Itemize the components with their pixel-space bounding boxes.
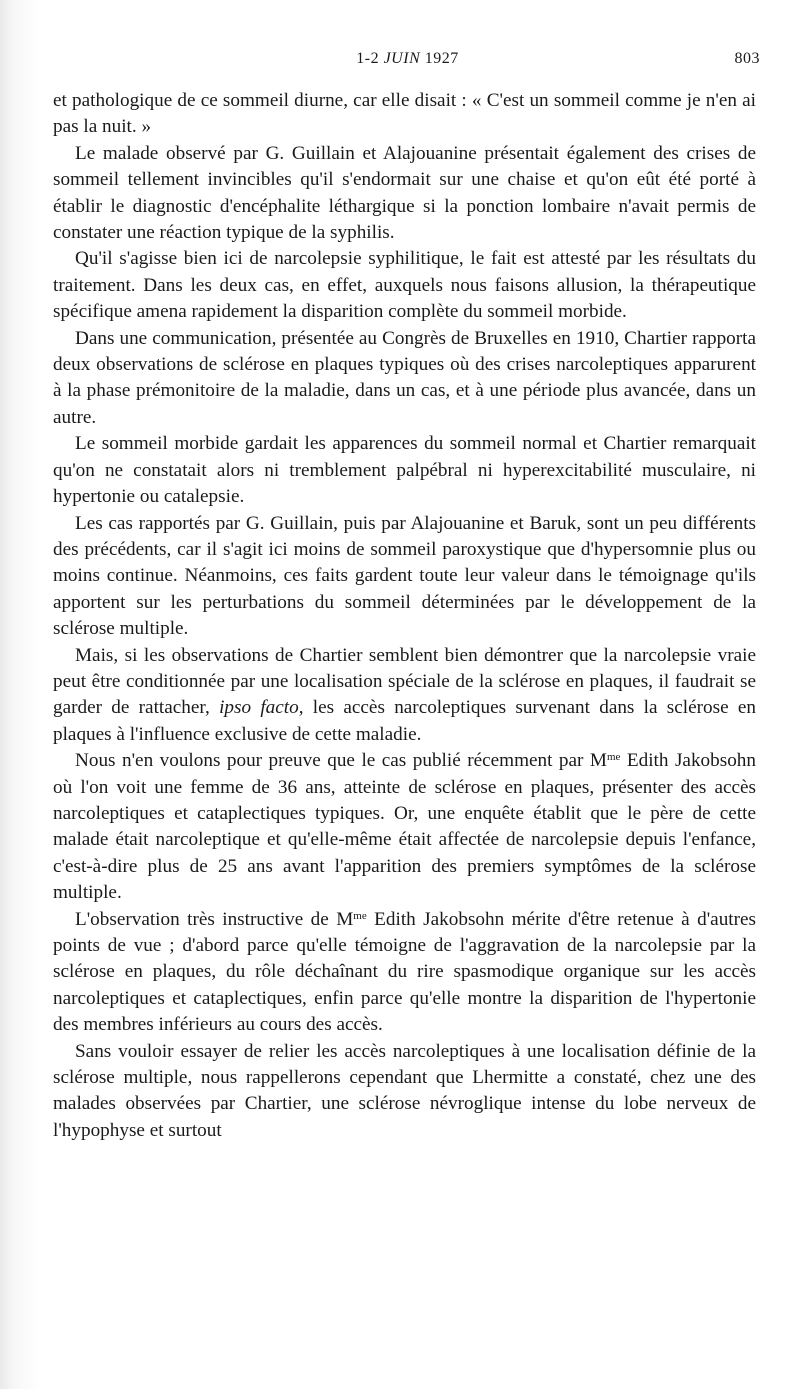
paragraph-5: Le sommeil morbide gardait les apparences du sommeil normal et Chartier remarquait qu'on ne constatait alors ni tremblement palpébral ni hyperexcitabilité musculaire, ni hypertonie ou catalepsie. [53,433,756,508]
header-date [55,50,760,68]
header-month: JUIN [383,50,421,67]
page-number: 803 [734,50,760,67]
body-text [53,88,756,1144]
paragraph-2: Le malade observé par G. Guillain et Alajouanine présentait également des crises de sommeil tellement invincibles qu'il s'endormait sur une chaise et qu'on eût été porté à établir le diagnostic d'encéphalite léthargique si la ponction lombaire n'avait permis de constater une réaction typique de la syphilis. [53,142,756,244]
paragraph-9-text-b: Edith Jakobsohn mérite d'être retenue à d'autres points de vue ; d'abord parce qu'elle témoigne de l'aggravation de la narcolepsie par la sclérose en plaques, du rôle déchaînant du rire spasmodique organique sur les accès narcoleptiques et cataplectiques, enfin parce qu'elle montre la disparition de l'hypertonie des membres inférieurs au cours des accès. [53,908,756,1036]
paragraph-10: Sans vouloir essayer de relier les accès narcoleptiques à une localisation définie de la sclérose multiple, nous rappellerons cependant que Lhermitte a constaté, chez une des malades observées par Chartier, une sclérose névroglique intense du lobe nerveux de l'hypophyse et surtout [53,1040,756,1141]
paragraph-7-text-a: Mais, si les observations de Chartier semblent bien démontrer que la narcolepsie vraie peut être conditionnée par une localisation spéciale de la sclérose en plaques, il faudrait se garder de rattacher, [53,644,756,719]
paragraph-3: Qu'il s'agisse bien ici de narcolepsie syphilitique, le fait est attesté par les résultats du traitement. Dans les deux cas, en effet, auxquels nous faisons allusion, la thérapeutique spécifique amena rapidement la disparition complète du sommeil morbide. [53,248,756,323]
header-date-prefix: 1-2 [356,50,380,67]
paragraph-7-text-b: , les accès narcoleptiques survenant dans la sclérose en plaques à l'influence exclusive de cette maladie. [53,697,756,745]
paragraph-6: Les cas rapportés par G. Guillain, puis par Alajouanine et Baruk, sont un peu différents des précédents, car il s'agit ici moins de sommeil paroxystique que d'hypersomnie plus ou moins continue. Néanmoins, ces faits gardent toute leur valeur dans le témoignage qu'ils apportent sur les perturbations du sommeil déterminées par le développement de la sclérose multiple. [53,512,756,640]
paragraph-9 [53,907,756,1039]
paragraph-9-superscript: me [353,909,367,922]
paragraph-8-text-b: Edith Jakobsohn où l'on voit une femme de 36 ans, atteinte de sclérose en plaques, présenter des accès narcoleptiques et cataplectiques typiques. Or, une enquête établit que le père de cette malade était narcoleptique et qu'elle-même était affectée de narcolepsie depuis l'enfance, c'est-à-dire plus de 25 ans avant l'apparition des premiers symptômes de la sclérose multiple. [53,750,756,904]
paragraph-8-text-a: Nous n'en voulons pour preuve que le cas publié récemment par M [75,750,607,772]
paragraph-9-text-a: L'observation très instructive de M [75,908,354,930]
paragraph-4: Dans une communication, présentée au Congrès de Bruxelles en 1910, Chartier rapporta deux observations de sclérose en plaques typiques où des crises narcoleptiques apparurent à la phase prémonitoire de la maladie, dans un cas, et à une période plus avancée, dans un autre. [53,327,756,428]
paragraph-7-italic: ipso facto [219,697,299,719]
paragraph-8-superscript: me [606,751,621,764]
running-header [55,50,760,72]
paragraph-8 [53,748,756,906]
paragraph-7 [53,643,756,749]
header-year: 1927 [424,50,459,67]
paragraph-1: et pathologique de ce sommeil diurne, car elle disait : « C'est un sommeil comme je n'en ai pas la nuit. » [53,90,756,138]
